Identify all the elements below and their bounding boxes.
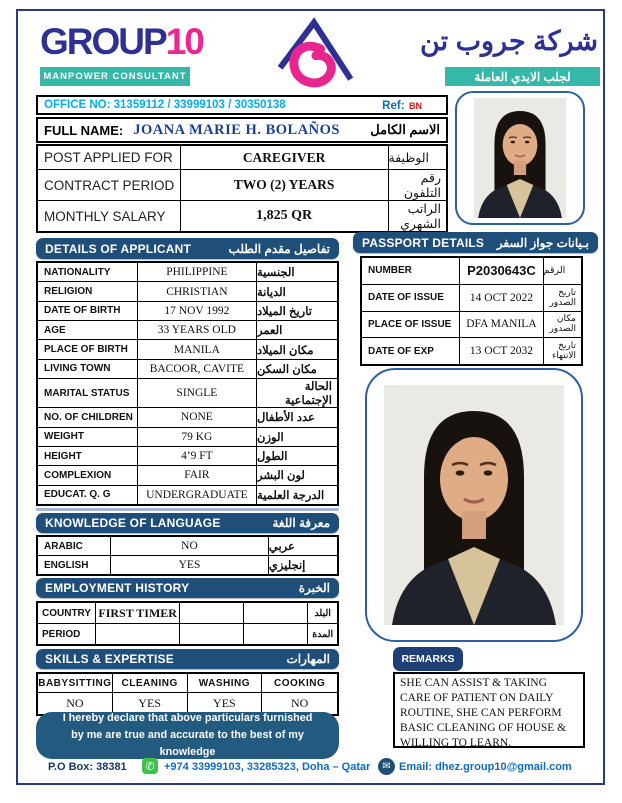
field-value: BACOOR, CAVITE	[138, 360, 257, 378]
field-label: PERIOD	[38, 624, 96, 644]
po-box: P.O Box: 38381	[48, 761, 127, 773]
employment-period-2	[180, 624, 244, 644]
employment-period-1	[96, 624, 180, 644]
field-label-arabic: عدد الأطفال	[257, 412, 315, 425]
passport-number: P2030643C	[460, 258, 543, 284]
language-section-header	[36, 513, 339, 533]
skill-value: NO	[38, 693, 113, 714]
field-value: FAIR	[138, 466, 257, 484]
skills-title: SKILLS & EXPERTISE	[45, 652, 174, 666]
field-label: DATE OF BIRTH	[38, 302, 138, 320]
skill-header: BABYSITTING	[38, 674, 113, 692]
employment-period-3	[244, 624, 308, 644]
ref-value: BN	[409, 101, 422, 111]
applicant-title: DETAILS OF APPLICANT	[45, 241, 191, 256]
field-label-arabic: إنجليزي	[268, 560, 306, 572]
field-label: COUNTRY	[38, 603, 96, 623]
field-label: DATE OF EXP	[362, 338, 460, 364]
field-value: PHILIPPINE	[138, 263, 257, 281]
full-name-value: JOANA MARIE H. BOLAÑOS	[133, 121, 340, 138]
employment-table	[36, 601, 339, 646]
passport-title: PASSPORT DETAILS	[362, 235, 485, 250]
table-row	[38, 340, 337, 359]
table-row	[38, 537, 337, 556]
field-label-arabic: تاريخ الصدور	[549, 286, 577, 307]
field-value: CHRISTIAN	[138, 282, 257, 300]
employment-title-arabic: الخبرة	[298, 581, 330, 595]
field-label: PLACE OF BIRTH	[38, 340, 138, 358]
language-title: KNOWLEDGE OF LANGUAGE	[45, 516, 221, 530]
table-row	[38, 428, 337, 447]
phone-numbers: +974 33999103, 33285323, Doha – Qatar	[164, 761, 371, 773]
table-row	[38, 624, 337, 644]
logo-subtitle-banner	[40, 67, 190, 86]
field-label-arabic: مكان الصدور	[549, 313, 577, 334]
skills-section-header	[36, 649, 339, 669]
company-tagline-banner	[445, 67, 600, 86]
applicant-photo-small	[455, 91, 585, 225]
field-label: WEIGHT	[38, 428, 138, 446]
office-row	[36, 95, 448, 115]
field-label-arabic: مكان الميلاد	[257, 344, 314, 357]
company-tagline-arabic: لجلب الايدي العاملة	[474, 69, 571, 84]
field-label: HEIGHT	[38, 447, 138, 465]
job-value: CAREGIVER	[181, 146, 389, 169]
table-row	[38, 466, 337, 485]
field-label-arabic: لون البشر	[257, 470, 305, 483]
table-row	[38, 201, 446, 231]
job-label: MONTHLY SALARY	[38, 201, 181, 231]
field-value: 33 YEARS OLD	[138, 321, 257, 339]
job-label: CONTRACT PERIOD	[38, 170, 181, 200]
field-label-arabic: مكان السكن	[257, 363, 317, 376]
passport-table	[360, 256, 583, 366]
remarks-badge	[393, 647, 463, 671]
email-icon: ✉	[378, 758, 395, 775]
ref-label: Ref:	[382, 100, 405, 112]
table-row	[38, 408, 337, 427]
field-label-arabic: البلد	[314, 607, 331, 619]
field-value: 14 OCT 2022	[460, 285, 543, 311]
field-label: ARABIC	[38, 537, 111, 555]
declaration-text: I hereby declare that above particulars furnished by me are true and accurate to the best of my knowledge	[62, 711, 313, 759]
table-row	[362, 312, 581, 339]
job-value: 1,825 QR	[181, 201, 389, 231]
whatsapp-icon: ✆	[142, 758, 158, 774]
field-label: NO. OF CHILDREN	[38, 408, 138, 426]
skill-value: YES	[113, 693, 188, 714]
field-value: NO	[111, 537, 269, 555]
office-number: OFFICE NO: 31359112 / 33999103 / 30350138	[44, 99, 286, 111]
remarks-box	[393, 672, 585, 748]
field-value: NONE	[138, 408, 257, 426]
field-value: 4’9 FT	[138, 447, 257, 465]
applicant-photo-large	[365, 368, 583, 642]
cv-document	[16, 9, 605, 785]
passport-section-header	[353, 232, 598, 253]
field-label: AGE	[38, 321, 138, 339]
employment-section-header	[36, 578, 339, 598]
job-table	[36, 144, 448, 233]
skill-header: WASHING	[188, 674, 263, 692]
field-label-arabic: الطول	[257, 451, 288, 464]
field-value: 79 KG	[138, 428, 257, 446]
employment-country-3	[244, 603, 308, 623]
skill-value: NO	[290, 696, 309, 710]
applicant-section-header	[36, 238, 339, 259]
table-row	[362, 258, 581, 285]
field-label: DATE OF ISSUE	[362, 285, 460, 311]
employment-country-2	[180, 603, 244, 623]
field-label-arabic: الجنسية	[257, 267, 295, 280]
field-label: NUMBER	[362, 258, 460, 284]
field-value: SINGLE	[138, 379, 257, 407]
table-row	[38, 263, 337, 282]
field-label: NATIONALITY	[38, 263, 138, 281]
table-row	[38, 170, 446, 201]
job-label-arabic: رقم التلفون	[403, 171, 441, 200]
full-name-label-arabic: الاسم الكامل	[370, 122, 440, 137]
email-address: Email: dhez.group10@gmail.com	[399, 761, 572, 773]
logo-subtitle: MANPOWER CONSULTANT	[43, 71, 187, 82]
field-label: COMPLEXION	[38, 466, 138, 484]
field-value: DFA MANILA	[460, 312, 543, 338]
table-row	[362, 338, 581, 364]
field-label-arabic: تاريخ الميلاد	[257, 305, 312, 318]
field-value: YES	[111, 556, 269, 574]
drop-logo-icon	[266, 17, 362, 97]
table-row	[38, 360, 337, 379]
job-label-arabic: الوظيفة	[388, 151, 430, 165]
field-value: MANILA	[138, 340, 257, 358]
field-label: MARITAL STATUS	[38, 379, 138, 407]
group10-logo	[40, 23, 203, 60]
divider	[36, 508, 339, 511]
skills-title-arabic: المهارات	[286, 652, 330, 666]
table-row	[38, 321, 337, 340]
full-name-row	[36, 117, 448, 143]
passport-title-arabic: بـيانات جواز السفر	[496, 235, 589, 250]
field-label-arabic: الوزن	[257, 431, 284, 444]
table-row	[38, 556, 337, 574]
field-label: RELIGION	[38, 282, 138, 300]
table-row	[38, 674, 337, 693]
remarks-title: REMARKS	[401, 653, 455, 665]
table-row	[38, 379, 337, 408]
field-label: EDUCAT. Q. G	[38, 486, 138, 504]
skill-value: YES	[188, 693, 263, 714]
remarks-text: SHE CAN ASSIST & TAKING CARE OF PATIENT ON DAILY ROUTINE, SHE CAN PERFORM BASIC CLEANING OF HOUSE & WILLING TO LEARN.	[400, 677, 567, 749]
field-label-arabic: الدرجة العلمية	[257, 489, 325, 502]
field-label-arabic: المدة	[312, 628, 334, 640]
field-label: PLACE OF ISSUE	[362, 312, 460, 338]
field-label-arabic: العمر	[257, 325, 283, 338]
table-row	[362, 285, 581, 312]
job-value: TWO (2) YEARS	[181, 170, 389, 200]
field-label-arabic: تاريخ الانتهاء	[552, 340, 577, 361]
logo-text-group: GROUP	[40, 21, 166, 62]
applicant-table	[36, 261, 339, 506]
declaration-banner	[36, 712, 339, 759]
employment-country-1: FIRST TIMER	[96, 603, 180, 623]
job-label-arabic: الراتب الشهري	[400, 202, 441, 231]
skill-header: COOKING	[273, 677, 326, 689]
field-label-arabic: الرقم	[543, 265, 566, 277]
language-table	[36, 535, 339, 576]
field-label-arabic: الحالة الإجتماعية	[285, 381, 332, 408]
language-title-arabic: معرفة اللغة	[272, 516, 330, 530]
applicant-title-arabic: تفاصيل مقدم الطلب	[228, 241, 330, 256]
field-value: 13 OCT 2032	[460, 338, 543, 364]
field-label-arabic: عربي	[268, 541, 295, 553]
field-value: UNDERGRADUATE	[138, 486, 257, 504]
field-label: LIVING TOWN	[38, 360, 138, 378]
table-row	[38, 447, 337, 466]
company-name-arabic: شركة جروب تن	[420, 26, 598, 56]
job-label: POST APPLIED FOR	[38, 146, 181, 169]
field-label-arabic: الديانة	[257, 286, 286, 299]
table-row	[38, 146, 446, 170]
field-label: ENGLISH	[38, 556, 111, 574]
table-row	[38, 282, 337, 301]
full-name-label: FULL NAME:	[44, 122, 124, 138]
table-row	[38, 603, 337, 624]
employment-title: EMPLOYMENT HISTORY	[45, 581, 190, 595]
table-row	[38, 486, 337, 504]
field-value: 17 NOV 1992	[138, 302, 257, 320]
logo-text-10: 10	[165, 21, 203, 62]
table-row	[38, 302, 337, 321]
skill-header: CLEANING	[113, 674, 188, 692]
